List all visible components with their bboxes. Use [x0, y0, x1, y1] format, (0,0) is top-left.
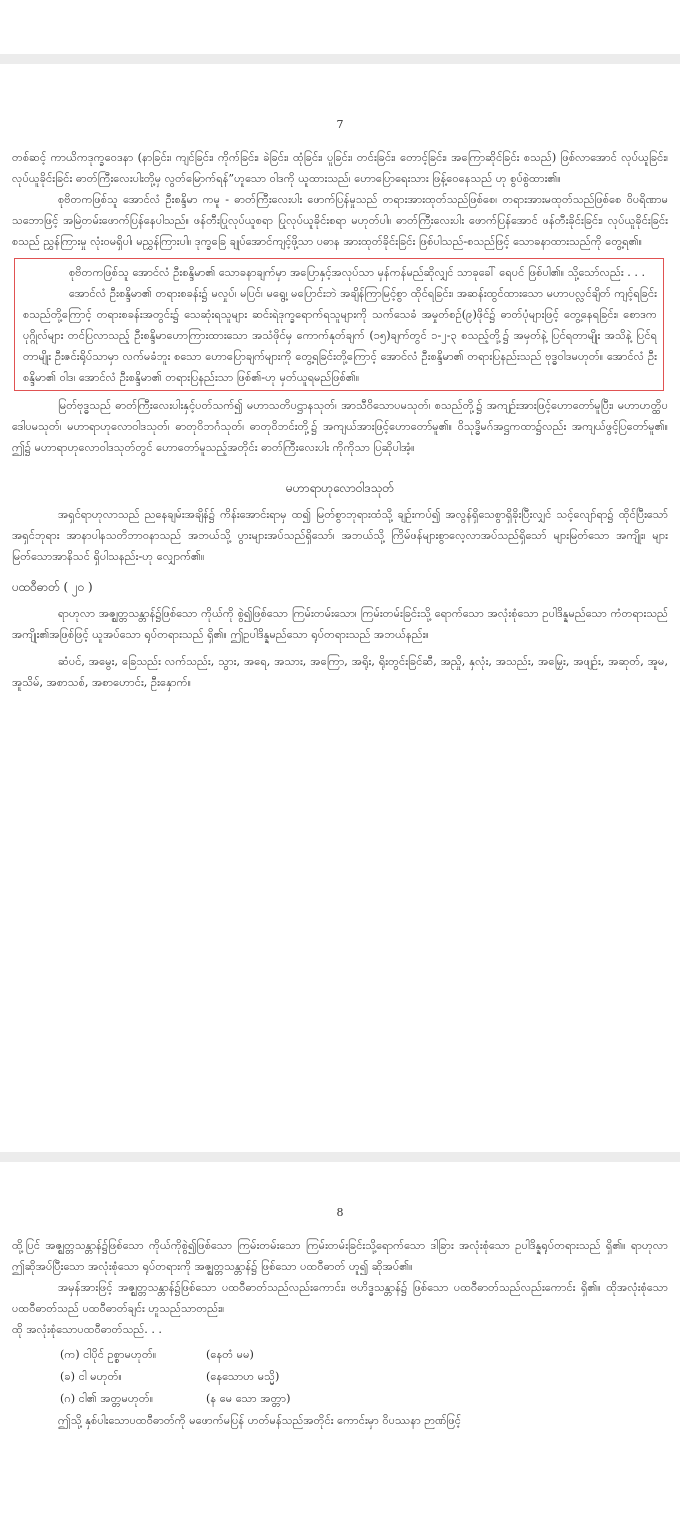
page-number: 8	[336, 1206, 344, 1219]
list-item-pali: (နေသောဟ မသ္မိ)	[206, 1370, 280, 1383]
sub-heading: ပထဝီဓာတ် ( ၂၀ )	[12, 580, 93, 594]
page-number: 7	[336, 118, 344, 131]
document-page-8	[0, 1162, 680, 1515]
document-page-7	[0, 64, 680, 1152]
paragraph: စုဗိတကဖြစ်သူ အောင်လံ ဦးစန္ဒိမာ၏ သောခနာချက်မှာ အပြောနှင့်အလုပ်သာ မှန်ကန်မည်ဆိုလျှင် သာခုခေါ် ရေပင် ဖြစ်ပါ၏။ သို့သော်လည်း . . .	[69, 266, 646, 279]
paragraph: စုဗိတကဖြစ်သူ အောင်လံ ဦးစန္ဒိမာ ကမူ - ဓာတ်ကြီးလေးပါး ဖောက်ပြန်မှုသည် တရားအားထုတ်သည်ဖြစ်စေ၊ တရားအားမထုတ်သည်ဖြစ်စေ ဝိပရိဏာမသဘောဖြင့် အမြဲတမ်းဖောက်ပြန်နေပါသည်။ ဖန်တီးပြုလုပ်ယူစရာ ပြုလုပ်ယူခိုင်းစရာ မဟုတ်ပါ။ ဓာတ်ကြီးလေးပါး ဖောက်ပြန်အောင် ဖန်တီးခိုင်းခြင်း၊ လုပ်ယူခိုင်းခြင်း စသည် ညွှန်ကြားမှု လုံးဝမရှိပါ၊ မညွှန်ကြားပါ။ ဒုက္ခခြေ ချုပ်အောင်ကျင့်ဖို့သာ ပဓာန အားထုတ်ခိုင်းခြင်း ဖြစ်ပါသည်-စသည်ဖြင့် သောခနာထားသည်ကို တွေ့ရ၏။	[12, 193, 668, 248]
paragraph: ထို့ပြင် အဇ္ဈတ္တသန္တာန်၌ဖြစ်သော ကိုယ်ကိုစွဲ၍ဖြစ်သော ကြမ်းတမ်းသော ကြမ်းတမ်းခြင်းသို့ရောက်သော ဒါခြား အလုံးစုံသော ဥပါဒိန္နရုပ်တရားသည် ရှိ၏။ ရာဟုလာ ဤဆိုအပ်ပြီးသော အလုံးစုံသော ရုပ်တရားကို အဇ္ဈတ္တသန္တာန်၌ ဖြစ်သော ပထဝီဓာတ် ဟူ၍ ဆိုအပ်၏။	[12, 1239, 668, 1273]
paragraph: မြတ်ဗုဒ္ဓသည် ဓာတ်ကြီးလေးပါးနှင့်ပတ်သက်၍ မဟာသတိပဋ္ဌာနသုတ်၊ အာသီဝိသောပမသုတ်၊ စသည်တို့၌ အကျဉ်းအားဖြင့်ဟောတော်မူပြီး၊ မဟာဟတ္ထိပဒေါပမသုတ်၊ မဟာရာဟုလောဝါဒသုတ်၊ ဓာတုဝိဘင်္ဂသုတ်၊ ဓာတုဝိဘင်းတို့၌ အကျယ်အားဖြင့်ဟောတော်မူ၏။ ဝိသုဒ္ဓိမဂ်အဋ္ဌကထာ၌လည်း အကျယ်ဖွင့်ပြတော်မူ၏။ ဤ၌ မဟာရာဟုလောဝါဒသုတ်တွင် ဟောတော်မူသည့်အတိုင်း ဓာတ်ကြီးလေးပါး ကိုကိုသာ ပြဆိုပါအံ့။	[12, 399, 668, 454]
intro-line: ထို အလုံးစုံသောပထဝီဓာတ်သည်. . .	[12, 1323, 162, 1336]
list-item-text: (ခ) ငါ မဟုတ်။	[60, 1370, 122, 1383]
page-body	[0, 1235, 680, 1431]
list-item-pali: (နေတံ မမ)	[206, 1348, 254, 1361]
paragraph: အောင်လံ ဦးစန္ဒိမာ၏ တရားစခန်း၌ မလှုပ်၊ မပြင်၊ မရွေ့၊ မပြောင်းဘဲ အချိန်ကြာမြင့်စွာ ထိုင်ရခြင်း၊ အဆန်းထွင်ထားသော မဟာပလ္လင်ချိတ် ကျင့်ရခြင်း စသည်တို့ကြောင့် တရားစခန်းအတွင်း၌ သေဆုံးရသူများ ဆင်းရဲဒုက္ခရောက်ရသူများကို သက်သေခံ အမှုတ်စဉ်(၉)ဖိုင်၌ ဓာတ်ပုံများဖြင့် တွေ့နေရခြင်း၊ စောဒက ပုဂ္ဂိုလ်များ တင်ပြလာသည့် ဦးစန္ဒိမာဟောကြားထားသော အသံဖိုင်မှ ကောက်နုတ်ချက် (၁၅)ချက်တွင် ၁-၂-၃ စသည့်တို့၌ အမှတ်နဲ့ ပြင်ရတာမျိုး အသိနဲ့ ပြင်ရတာမျိုး ဦးဇင်းရိုပ်သာမှာ လက်မခံဘူး စသော ဟောပြောချက်များကို တွေ့ရခြင်းတို့ကြောင့် အောင်လံ ဦးစန္ဒိမာ၏ တရားပြနည်းသည် ဗုဒ္ဓဝါဒမဟုတ်။ အောင်လံ ဦးစန္ဒိမာ၏ ဝါဒ၊ အောင်လံ ဦးစန္ဒိမာ၏ တရားပြနည်းသာ ဖြစ်၏-ဟု မှတ်ယူရမည်ဖြစ်၏။	[23, 287, 657, 384]
list-item	[60, 1366, 668, 1388]
list-item	[60, 1388, 668, 1410]
section-heading: မဟာရာဟုလောဝါဒသုတ်	[285, 481, 395, 495]
negation-list	[12, 1344, 668, 1410]
list-item-text: (ဂ) ငါ၏ အတ္တမဟုတ်။	[60, 1392, 154, 1405]
list-item-text: (က) ငါပိုင် ဥစ္စာမဟုတ်။	[60, 1348, 157, 1361]
previous-page-tail	[0, 0, 680, 54]
paragraph: ဆံပင်, အမွေး, ခြေသည်း လက်သည်း, သွား, အရေ, အသား, အကြော, အရိုး, ရိုးတွင်းခြင်ဆီ, အညှို, နှလုံး, အသည်း, အမြှေး, အဖျဉ်း, အဆုတ်, အူမ, အူသိမ်, အစာသစ်, အစာဟောင်း, ဦးနှောက်။	[12, 655, 668, 689]
highlighted-passage	[14, 258, 664, 391]
paragraph: ရာဟုလာ အဇ္ဈတ္တသန္တာန်၌ဖြစ်သော ကိုယ်ကို စွဲ၍ဖြစ်သော ကြမ်းတမ်းသော၊ ကြမ်းတမ်းခြင်းသို့ ရောက်သော အလုံးစုံသော ဥပါဒိန္နမည်သော ကံတရားသည် အကျိုး၏အဖြစ်ဖြင့် ယူအပ်သော ရုပ်တရားသည် ရှိ၏။ ဤဥပါဒိန္နမည်သော ရုပ်တရားသည် အဘယ်နည်း။	[12, 607, 668, 641]
paragraph: ဤသို့ နှစ်ပါးသောပထဝီဓာတ်ကို မဖောက်မပြန် ဟတ်မန်သည်အတိုင်း ကောင်းမှာ ဝိပဿနာ ဉာဏ်ဖြင့်	[58, 1414, 461, 1427]
list-item	[60, 1344, 668, 1366]
page-body	[0, 147, 680, 693]
list-item-pali: (န မေ သော အတ္တာ)	[206, 1392, 291, 1405]
paragraph: အရှင်ရာဟုလာသည် ညနေချမ်းအချိန်၌ ကိန်းအောင်းရာမှ ထ၍ မြတ်စွာဘုရားထံသို့ ချဉ်းကပ်၍ အလွန်ရှိသေစွာရှိခိုးပြီးလျှင် သင့်လျော်ရာ၌ ထိုင်ပြီးသော် အရှင်ဘုရား အာနာပါနသတိဘာဝနာသည် အဘယ်သို့ ပွားများအပ်သည်ရှိသော်၊ အဘယ်သို့ ကြိမ်ဖန်များစွာလေ့လာအပ်သည်ရှိသော် များမြတ်သော အကျိုး၊ များမြတ်သောအာနိသင် ရှိပါသနည်း-ဟု လျှောက်၏။	[12, 508, 668, 563]
paragraph: အမှန်အားဖြင့် အဇ္ဈတ္တသန္တာန်၌ဖြစ်သော ပထဝီဓာတ်သည်လည်းကောင်း၊ ဗဟိဒ္ဓသန္တာန်၌ ဖြစ်သော ပထဝီဓာတ်သည်လည်းကောင်း ရှိ၏။ ထိုအလုံးစုံသော ပထဝီဓာတ်သည် ပထဝီဓာတ်ချင်း ဟူသည်သာတည်း။	[12, 1281, 668, 1315]
paragraph: တစ်ဆင့် ကာယိကဒုက္ခဝေဒနာ (နာခြင်း၊ ကျင်ခြင်း၊ ကိုက်ခြင်း၊ ခဲခြင်း၊ ထုံခြင်း၊ ပူခြင်း၊ တင်းခြင်း၊ တောင့်ခြင်း၊ အကြောဆိုင်ခြင်း စသည်) ဖြစ်လာအောင် လုပ်ယူခြင်း၊ လုပ်ယူခိုင်းခြင်း ဓာတ်ကြီးလေးပါးတို့မှ လွတ်မြောက်ရန်”ဟူသော ဝါဒကို ယူထားသည်၊ ဟောပြောရေးသား ဖြန့်ဝေနေသည် ဟု စွပ်စွဲထား၏။	[12, 151, 668, 185]
